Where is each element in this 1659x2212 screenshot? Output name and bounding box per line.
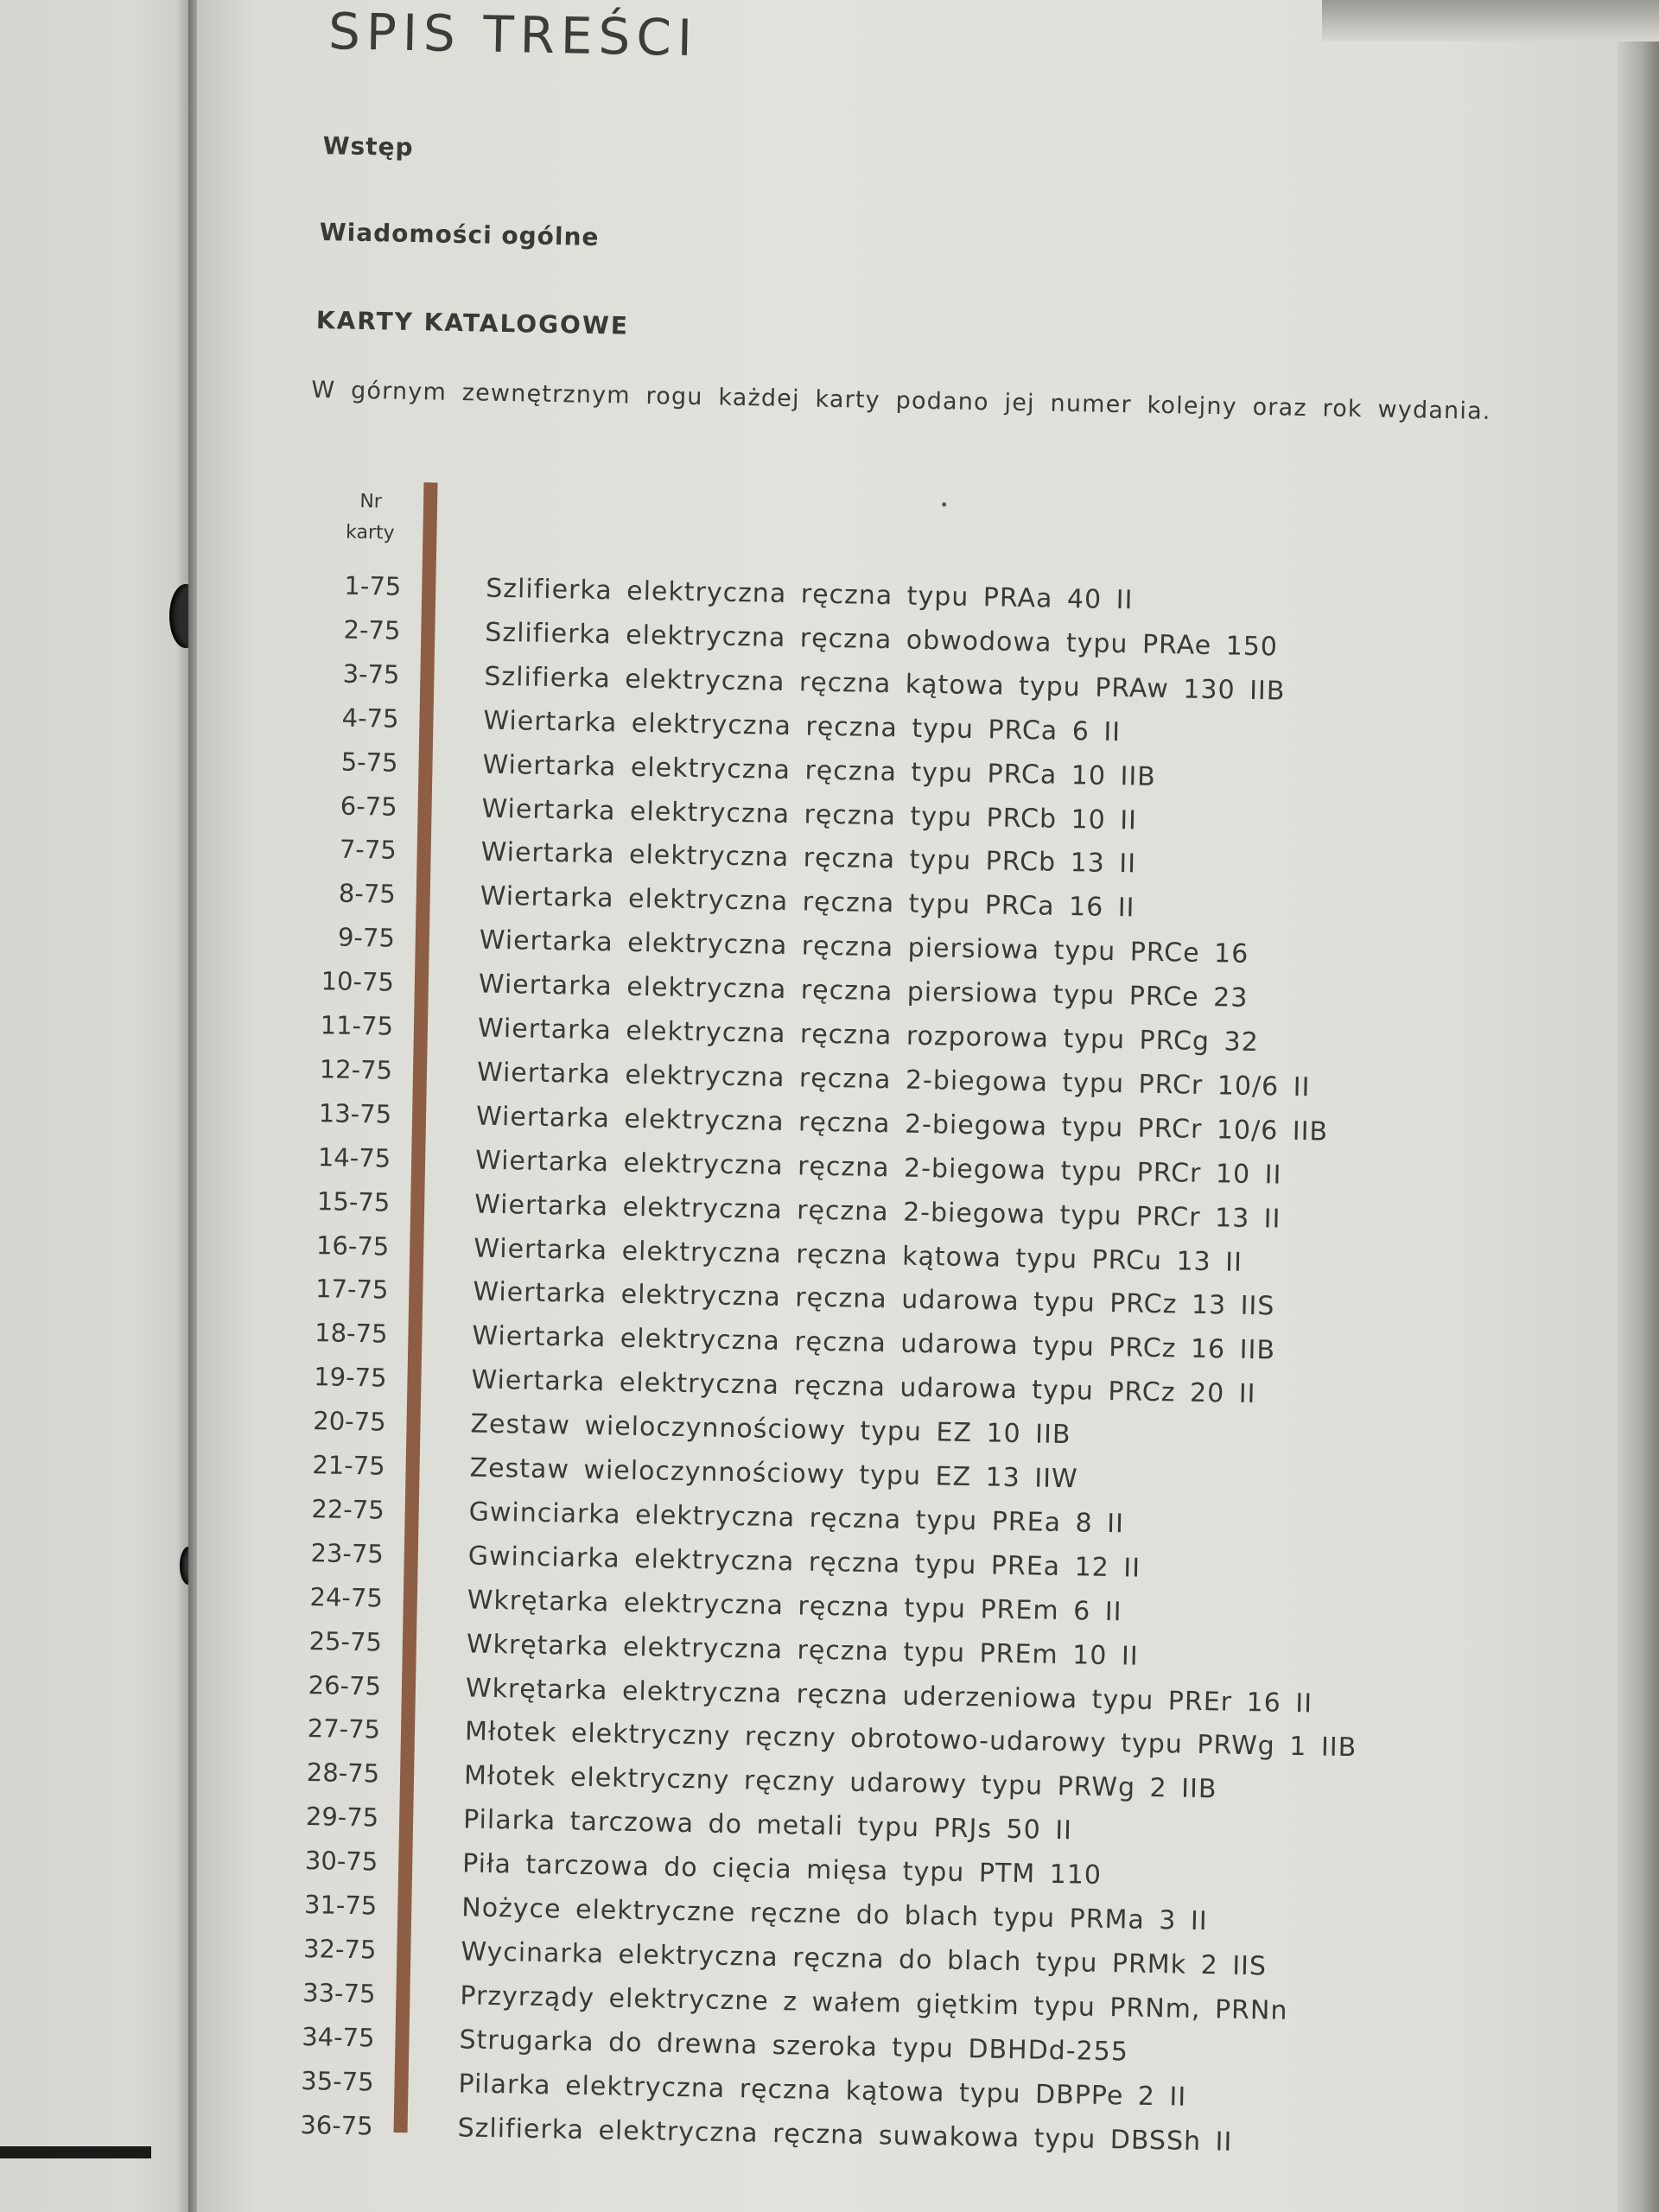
card-title: Wiertarka elektryczna ręczna typu PRCa 10 IIB bbox=[482, 749, 1157, 792]
card-title: Zestaw wieloczynnościowy typu EZ 10 IIB bbox=[470, 1408, 1071, 1451]
card-title: Wkrętarka elektryczna ręczna uderzeniowa typu PREr 16 II bbox=[465, 1672, 1313, 1719]
card-number: 16-75 bbox=[315, 1230, 390, 1262]
column-header bbox=[340, 486, 401, 550]
card-number: 15-75 bbox=[316, 1185, 391, 1217]
card-title: Szlifierka elektryczna ręczna typu PRAa 40 II bbox=[485, 573, 1134, 616]
page-title: SPIS TREŚCI bbox=[327, 2, 699, 68]
card-title: Wiertarka elektryczna ręczna 2-biegowa typu PRCr 13 II bbox=[474, 1189, 1281, 1235]
card-number: 9-75 bbox=[337, 922, 396, 953]
card-number: 24-75 bbox=[309, 1581, 384, 1613]
card-number: 10-75 bbox=[321, 966, 395, 997]
card-title: Wiertarka elektryczna ręczna rozporowa typu PRCg 32 bbox=[477, 1013, 1260, 1058]
card-number: 26-75 bbox=[308, 1669, 382, 1701]
card-title: Gwinciarka elektryczna ręczna typu PREa 8 II bbox=[468, 1497, 1125, 1540]
card-title: Wiertarka elektryczna ręczna piersiowa typu PRCe 16 bbox=[479, 925, 1249, 970]
card-number: 25-75 bbox=[308, 1625, 383, 1657]
card-number: 11-75 bbox=[320, 1010, 394, 1041]
card-title: Gwinciarka elektryczna ręczna typu PREa 12 II bbox=[467, 1541, 1141, 1584]
card-title: Pilarka elektryczna ręczna kątowa typu DBPPe 2 II bbox=[458, 2068, 1187, 2113]
card-title: Wiertarka elektryczna ręczna 2-biegowa typu PRCr 10 II bbox=[474, 1145, 1282, 1191]
card-number: 20-75 bbox=[313, 1406, 386, 1437]
card-number: 14-75 bbox=[317, 1141, 391, 1173]
card-title: Wiertarka elektryczna ręczna typu PRCa 6 II bbox=[483, 705, 1122, 747]
card-number: 5-75 bbox=[340, 747, 398, 778]
card-number: 30-75 bbox=[304, 1846, 378, 1877]
card-title: Wiertarka elektryczna ręczna 2-biegowa typu PRCr 10/6 IIB bbox=[475, 1101, 1329, 1147]
card-number: 6-75 bbox=[340, 791, 397, 822]
card-title: Wycinarka elektryczna ręczna do blach typu PRMk 2 IIS bbox=[461, 1936, 1268, 1982]
section-karty: KARTY KATALOGOWE bbox=[315, 305, 630, 340]
card-title: Wkrętarka elektryczna ręczna typu PREm 10 II bbox=[466, 1629, 1139, 1672]
card-title: Wiertarka elektryczna ręczna udarowa typu PRCz 13 IIS bbox=[473, 1276, 1275, 1322]
card-number: 21-75 bbox=[312, 1450, 385, 1481]
card-number: 3-75 bbox=[342, 658, 400, 690]
card-title: Pilarka tarczowa do metali typu PRJs 50 II bbox=[462, 1804, 1073, 1847]
card-number: 8-75 bbox=[338, 878, 397, 910]
card-title: Wiertarka elektryczna ręczna piersiowa typu PRCe 23 bbox=[478, 969, 1249, 1014]
card-number: 13-75 bbox=[318, 1097, 392, 1129]
card-title: Piła tarczowa do cięcia mięsa typu PTM 110 bbox=[461, 1848, 1103, 1891]
card-number: 7-75 bbox=[339, 834, 397, 866]
card-title: Strugarka do drewna szeroka typu DBHDd-255 bbox=[459, 2024, 1129, 2068]
card-number: 17-75 bbox=[315, 1274, 389, 1306]
card-title: Młotek elektryczny ręczny udarowy typu PRWg 2 IIB bbox=[463, 1760, 1217, 1805]
card-number: 12-75 bbox=[319, 1054, 393, 1085]
card-number: 4-75 bbox=[341, 702, 399, 734]
card-title: Przyrządy elektryczne z wałem giętkim typu PRNm, PRNn bbox=[460, 1980, 1288, 2026]
ink-speck bbox=[942, 502, 946, 506]
section-wiadomosci: Wiadomości ogólne bbox=[319, 218, 600, 251]
card-title: Wiertarka elektryczna ręczna udarowa typu PRCz 16 IIB bbox=[472, 1320, 1276, 1366]
column-header-line: karty bbox=[345, 521, 395, 544]
card-number: 18-75 bbox=[314, 1318, 388, 1349]
card-number: 2-75 bbox=[343, 614, 401, 645]
card-number: 28-75 bbox=[306, 1758, 380, 1789]
card-number: 31-75 bbox=[303, 1890, 378, 1921]
card-number: 32-75 bbox=[302, 1933, 377, 1965]
card-title: Szlifierka elektryczna ręczna obwodowa typu PRAe 150 bbox=[485, 617, 1279, 663]
card-title: Szlifierka elektryczna ręczna suwakowa typu DBSSh II bbox=[457, 2112, 1233, 2158]
card-title: Wiertarka elektryczna ręczna 2-biegowa typu PRCr 10/6 II bbox=[476, 1057, 1311, 1103]
card-number: 34-75 bbox=[301, 2021, 375, 2053]
card-title: Zestaw wieloczynnościowy typu EZ 13 IIW bbox=[469, 1452, 1078, 1495]
card-number: 36-75 bbox=[300, 2109, 373, 2141]
card-number: 23-75 bbox=[310, 1537, 385, 1569]
card-number: 22-75 bbox=[311, 1494, 385, 1525]
card-number: 1-75 bbox=[344, 570, 402, 601]
card-number: 27-75 bbox=[307, 1713, 381, 1745]
card-title: Młotek elektryczny ręczny obrotowo-udarowy typu PRWg 1 IIB bbox=[464, 1716, 1357, 1764]
section-wstep: Wstęp bbox=[322, 131, 414, 162]
card-number: 33-75 bbox=[302, 1977, 376, 2009]
card-title: Wiertarka elektryczna ręczna typu PRCb 10 II bbox=[481, 793, 1138, 836]
card-number: 19-75 bbox=[313, 1362, 387, 1393]
card-title: Nożyce elektryczne ręczne do blach typu PRMa 3 II bbox=[461, 1892, 1208, 1937]
intro-note: W górnym zewnętrznym rogu każdej karty podano jej numer kolejny oraz rok wydania. bbox=[311, 376, 1491, 425]
column-header-line: Nr bbox=[359, 490, 383, 513]
card-title: Szlifierka elektryczna ręczna kątowa typu PRAw 130 IIB bbox=[484, 661, 1286, 707]
card-title: Wiertarka elektryczna ręczna udarowa typu PRCz 20 II bbox=[471, 1364, 1256, 1410]
card-title: Wkrętarka elektryczna ręczna typu PREm 6 II bbox=[467, 1585, 1122, 1628]
card-title: Wiertarka elektryczna ręczna kątowa typu PRCu 13 II bbox=[473, 1233, 1243, 1278]
card-number: 35-75 bbox=[301, 2065, 374, 2097]
card-title: Wiertarka elektryczna ręczna typu PRCa 16 II bbox=[480, 880, 1135, 924]
card-title: Wiertarka elektryczna ręczna typu PRCb 13 II bbox=[480, 836, 1137, 880]
card-number: 29-75 bbox=[305, 1802, 379, 1833]
